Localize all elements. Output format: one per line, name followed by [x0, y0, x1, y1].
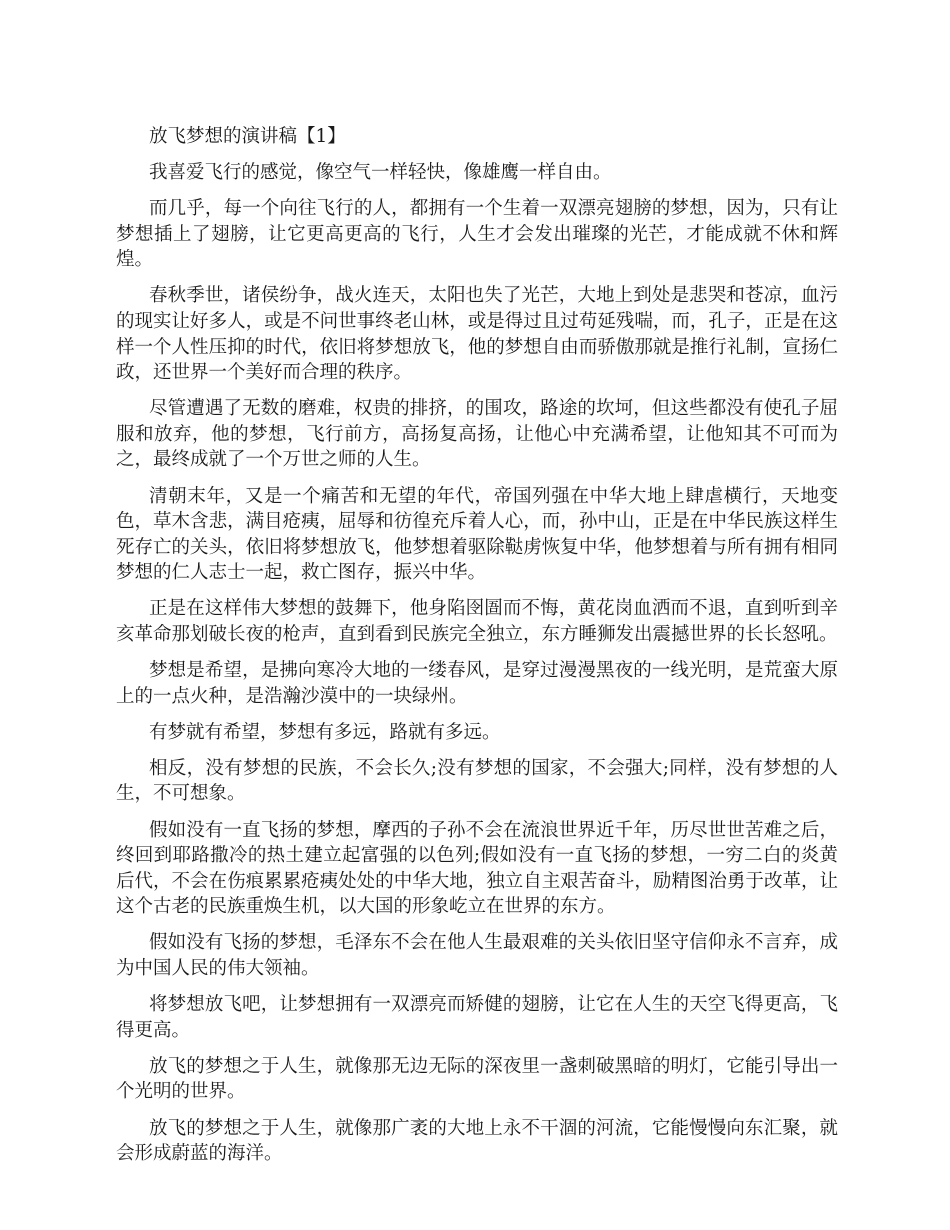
page-title: 放飞梦想的演讲稿【1】 [149, 126, 346, 147]
paragraph: 正是在这样伟大梦想的鼓舞下，他身陷囹圄而不悔，黄花岗血洒而不退，直到听到辛亥革命那划破长夜的枪声，直到看到民族完全独立，东方睡狮发出震撼世界的长长怒吼。 [116, 598, 838, 645]
paragraph: 梦想是希望，是拂向寒冷大地的一缕春风，是穿过漫漫黑夜的一线光明，是荒蛮大原上的一点火种，是浩瀚沙漠中的一块绿州。 [116, 660, 838, 707]
paragraph: 放飞的梦想之于人生，就像那广袤的大地上永不干涸的河流，它能慢慢向东汇聚，就会形成蔚蓝的海洋。 [116, 1117, 838, 1165]
paragraph: 我喜爱飞行的感觉，像空气一样轻快，像雄鹰一样自由。 [149, 162, 612, 183]
paragraph: 春秋季世，诸侯纷争，战火连天，太阳也失了光芒，大地上到处是悲哭和苍凉，血污的现实让好多人，或是不问世事终老山林，或是得过且过苟延残喘，而，孔子，正是在这样一个人性压抑的时代，依旧将梦想放飞，他的梦想自由而骄傲那就是推行礼制，宣扬仁政，还世界一个美好而合理的秩序。 [116, 285, 838, 384]
paragraph: 相反，没有梦想的民族，不会长久;没有梦想的国家，不会强大;同样，没有梦想的人生，不可想象。 [116, 757, 838, 805]
paragraph: 假如没有一直飞扬的梦想，摩西的子孙不会在流浪世界近千年，历尽世世苦难之后，终回到耶路撒冷的热土建立起富强的以色列;假如没有一直飞扬的梦想，一穷二白的炎黄后代，不会在伤痕累累疮痍处处的中华大地，独立自主艰苦奋斗，励精图治勇于改革，让这个古老的民族重焕生机，以大国的形象屹立在世界的东方。 [116, 819, 838, 918]
paragraph: 尽管遭遇了无数的磨难，权贵的排挤，的围攻，路途的坎坷，但这些都没有使孔子屈服和放弃，他的梦想，飞行前方，高扬复高扬，让他心中充满希望，让他知其不可而为之，最终成就了一个万世之师的人生。 [116, 398, 838, 471]
paragraph: 清朝末年，又是一个痛苦和无望的年代，帝国列强在中华大地上肆虐横行，天地变色，草木含悲，满目疮痍，屈辱和彷徨充斥着人心，而，孙中山，正是在中华民族这样生死存亡的关头，依旧将梦想放飞，他梦想着驱除鞑虏恢复中华，他梦想着与所有拥有相同梦想的仁人志士一起，救亡图存，振兴中华。 [116, 485, 838, 584]
paragraph: 而几乎，每一个向往飞行的人，都拥有一个生着一双漂亮翅膀的梦想，因为，只有让梦想插上了翅膀，让它更高更高的飞行，人生才会发出璀璨的光芒，才能成就不休和辉煌。 [116, 198, 838, 271]
paragraph: 将梦想放飞吧，让梦想拥有一双漂亮而矫健的翅膀，让它在人生的天空飞得更高，飞得更高。 [116, 994, 838, 1041]
paragraph: 放飞的梦想之于人生，就像那无边无际的深夜里一盏刺破黑暗的明灯，它能引导出一个光明的世界。 [116, 1055, 838, 1103]
paragraph: 有梦就有希望，梦想有多远，路就有多远。 [149, 721, 501, 743]
paragraph: 假如没有飞扬的梦想，毛泽东不会在他人生最艰难的关头依旧坚守信仰永不言弃，成为中国人民的伟大领袖。 [116, 932, 838, 980]
